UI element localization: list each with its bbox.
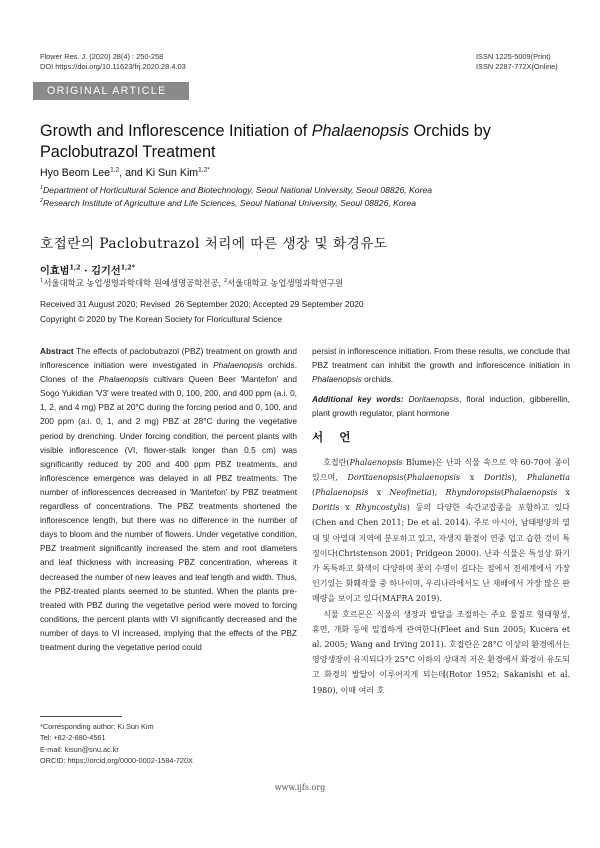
species-name: Doritis: [312, 503, 340, 513]
affiliation-ko-1-sup: 1: [40, 278, 44, 285]
abstract-heading: Abstract: [40, 346, 74, 356]
species-name: Phalaenopsis: [349, 457, 403, 467]
keywords-rest: , floral induction, gibberellin, plant growth regulator, plant hormone: [312, 394, 570, 419]
affiliation-ko-2-sup: 2: [223, 278, 228, 285]
intro-text: x: [557, 487, 570, 497]
author-2-name-ko: 김기선: [91, 265, 121, 277]
copyright-line: Copyright © 2020 by The Korean Society for Floricultural Science: [40, 314, 283, 324]
intro-text: ),: [431, 487, 446, 497]
keywords-genus: Doritaenopsis: [403, 394, 460, 405]
article-dates: [40, 297, 364, 327]
title-part-before: Growth and Inflorescence Initiation of: [40, 122, 312, 140]
affiliation-2: [40, 197, 580, 210]
intro-text: (: [500, 487, 504, 497]
species-name: Neofinetia: [389, 487, 432, 497]
intro-text: (: [312, 487, 316, 497]
species-name: Doritis: [484, 472, 512, 482]
keywords: [312, 392, 570, 420]
issn-online: ISSN 2287-772X(Online): [476, 62, 558, 71]
intro-text: Blume)은 난과 식물 속으로 약 60-70여 종이 있으며,: [312, 457, 570, 482]
author-2-name: Ki Sun Kim: [145, 167, 199, 179]
affiliation-1-text: Department of Horticultural Science and Biotechnology, Seoul National University, Seoul 08826, Korea: [42, 185, 432, 195]
species-name: Phalaenopsis: [315, 487, 369, 497]
species-name: Phalaenopsis: [504, 487, 558, 497]
intro-body: [312, 455, 570, 698]
intro-paragraph-2: 식물 호르몬은 식물의 생장과 발달을 조절하는 주요 물질로 형태형성, 휴면, 개화 등에 밀접하게 관여한다(Fleet and Sun 2005; Kucera et al. 2005; Wang and Irving 2011). 호접란은 28°C 이상의 환경에서는 영양생장이 유지되다가 25°C 이하의 상대적 저온 환경에서 화경이 유도되고 화경의 발달이 이루어지게 되는데(Rotor 1952; Sakanishi et al. 1980), 이때 여러 호: [312, 609, 570, 695]
article-title-ko: 호접란의 Paclobutrazol 처리에 따른 생장 및 화경유도: [40, 236, 388, 252]
footnote: [40, 721, 193, 767]
abstract-cont-text-1: persist in inflorescence initiation. From these results, we conclude that PBZ treatment can inhibit the growth and inflorescence initiation in: [312, 346, 570, 371]
abstract: [40, 344, 297, 654]
abstract-genus-1: Phalaenopsis: [213, 360, 263, 371]
corresponding-tel: Tel: +82-2-880-4561: [40, 733, 106, 743]
abstract-text-2: orchids. Clones of the: [40, 360, 297, 385]
author-1-sup-ko: 1,2: [69, 264, 81, 272]
intro-text: x: [368, 487, 390, 497]
abstract-genus-2: Phalaenopsis: [98, 374, 149, 385]
abstract-cont-text-2: orchids.: [361, 374, 394, 385]
article-type-label: ORIGINAL ARTICLE: [47, 85, 167, 97]
title-part-after: Orchids by Paclobutrazol Treatment: [40, 122, 491, 161]
corresponding-orcid: ORCID: https://orcid.org/0000-0002-1584-720X: [40, 756, 193, 766]
affiliations-ko: [40, 277, 343, 289]
affiliation-2-text: Research Institute of Agriculture and Life Sciences, Seoul National University, Seoul 08826, Korea: [42, 198, 417, 208]
abstract-text-1: The effects of paclobutrazol (PBZ) treatment on growth and inflorescence initiation were investigated in: [40, 346, 297, 371]
intro-text: x: [460, 472, 485, 482]
author-separator: , and: [119, 167, 146, 179]
authors-ko: [40, 262, 135, 277]
author-2-sup-ko: 1,2*: [120, 264, 135, 272]
intro-text: ) 등의 다양한 속간교잡종을 포함하고 있다(Chen and Chen 2011; De et al. 2014). 주로 아시아, 남태평양의 열대 및 아열대 지역에 분포하고 있고, 자생지 환경이 연중 덥고 습한 것이 특징이다(Christenson 2001; Pridgeon 2000). 난과 식물은 특성상 화기가 독특하고 화색이 다양하며 꽃의 수명이 길다는 점에서 전세계에서 가장 인기있는 화훼작물 중 하나이며, 우리나라에서도 난 재배에서 가장 많은 판매량을 보이고 있다(MAFRA 2019).: [312, 503, 570, 604]
intro-paragraph-1: [312, 455, 570, 607]
article-type-band: [33, 82, 189, 100]
author-1-name: Hyo Beom Lee: [40, 167, 111, 179]
species-name: Phalaenopsis: [406, 472, 461, 482]
article-title: [40, 121, 570, 163]
authors-en: [40, 167, 210, 179]
author-1-sup: 1,2: [110, 166, 120, 174]
affiliation-1-sup: 1: [40, 185, 43, 192]
keywords-label: Additional key words:: [312, 394, 404, 405]
affiliation-ko-2-text: 서울대학교 농업생명과학연구원: [227, 278, 344, 288]
affiliation-ko-1-text: 서울대학교 농업생명과학대학 원예생명공학전공,: [43, 278, 224, 288]
intro-text: ),: [511, 472, 527, 482]
author-1-name-ko: 이효범: [40, 265, 70, 277]
intro-heading: 서 언: [312, 430, 357, 445]
author-separator-ko: ·: [80, 265, 92, 277]
intro-text: x: [339, 503, 356, 513]
affiliations-en: [40, 184, 580, 210]
species-name: Rhyncostylis: [355, 503, 407, 513]
intro-text: 호접란(: [323, 457, 350, 467]
author-2-sup: 1,2*: [198, 166, 210, 174]
doi-line: DOI https://doi.org/10.11623/frj.2020.28.4.03: [40, 62, 186, 71]
species-name: Rhyndoropsis: [445, 487, 501, 497]
corresponding-author: *Corresponding author: Ki Sun Kim: [40, 722, 154, 731]
abstract-text-3: cultivars Queen Beer 'Mantefon' and Sogo Yukidian 'V3' were treated with 0, 100, 200, and 400 ppm (a.i. 0, 1, 2, and 4 mg) PBZ at 20°C during the forcing period and 0, 100, and 200 ppm (a.i. 0, 1, and 2 mg) PBZ at 28°C during the vegetative period by drenching. Under forcing condition, the percent plants with visible inflorescence (VI, flower-stalk longer than 0.5 cm) was significantly reduced by 200 and 400 ppm PBZ treatments, and inflorescence emergence was delayed in all PBZ treatments. The number of inflorescences decreased in 'Mantefon' by PBZ treatment regardless of concentrations. The PBZ treatments shortened the inflorescence length, but there was no difference in the number of days to bloom and the number of flowers. Under vegetative condition, PBZ treatment significantly increased the stem and root diameters and leaf thickness with increasing PBZ concentration, whereas it decreased the number of new leaves and leaf length and width. Thus, the PBZ-treated plants seemed to be stunted. When the plants pre-treated with PBZ during the vegetative period were moved to forcing conditions, the percent plants with VI significantly decreased and the number of days to VI increased, implying that the effects of the PBZ treatment during the vegetative period could: [40, 374, 297, 652]
intro-text: (: [403, 472, 407, 482]
right-column: [312, 344, 570, 698]
issn-print: ISSN 1225-5009(Print): [476, 52, 551, 61]
footnote-rule: [40, 716, 122, 717]
abstract-continuation: [312, 344, 570, 386]
abstract-cont-genus: Phalaenopsis: [312, 374, 362, 385]
corresponding-email: E-mail: kisun@snu.ac.kr: [40, 744, 119, 754]
received-revised-accepted: Received 31 August 2020; Revised 26 September 2020; Accepted 29 September 2020: [40, 299, 364, 309]
species-name: Phalanetia: [526, 472, 570, 482]
journal-citation: Flower Res. J. (2020) 28(4) : 250-258: [40, 52, 164, 61]
page-footer-url: www.ijfs.org: [274, 783, 326, 792]
affiliation-2-sup: 2: [40, 198, 43, 205]
species-name: Doritaenopsis: [347, 472, 404, 482]
title-genus: Phalaenopsis: [311, 122, 409, 140]
affiliation-1: [40, 184, 580, 197]
